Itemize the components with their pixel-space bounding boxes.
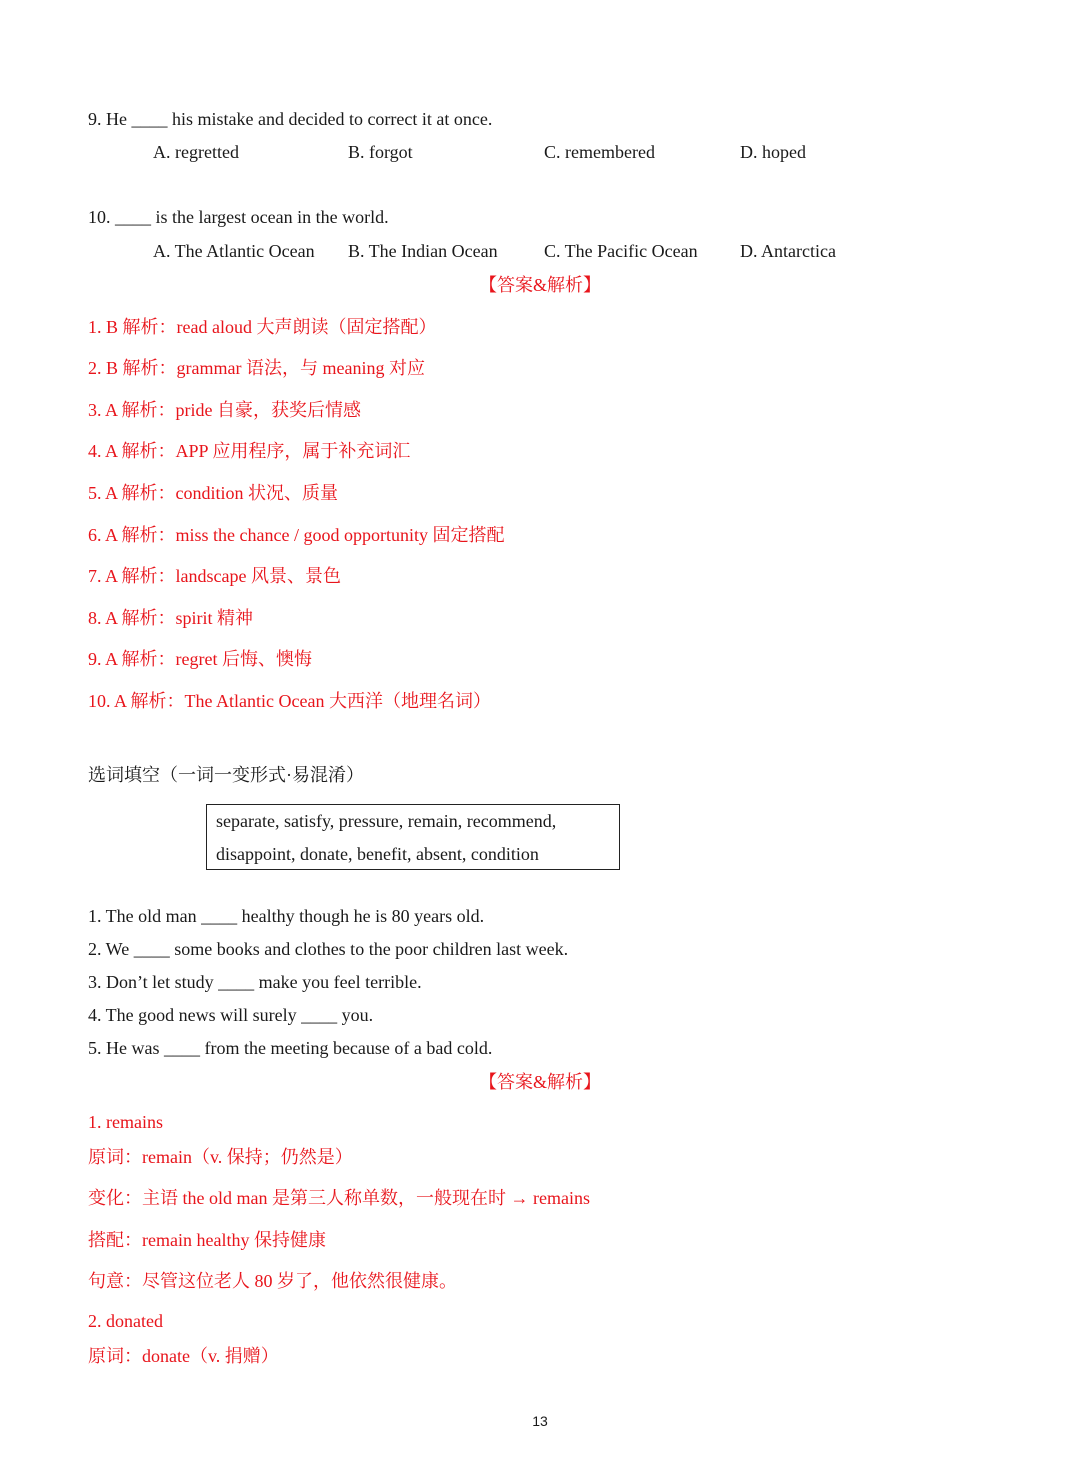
answer-heading: 【答案&解析】 [478,1072,601,1092]
answer-item: 原词：remain（v. 保持；仍然是） [88,1147,353,1167]
question-10-option-d: D. Antarctica [740,241,836,261]
question-10-option-b: B. The Indian Ocean [348,241,498,261]
answer-item: 9. A 解析：regret 后悔、懊悔 [88,649,312,669]
answer-item: 1. B 解析：read aloud 大声朗读（固定搭配） [88,317,437,337]
question-9-option-d: D. hoped [740,142,806,162]
answer-item: 8. A 解析：spirit 精神 [88,608,254,628]
question-9-option-a: A. regretted [153,142,239,162]
fill-question: 5. He was ____ from the meeting because of a bad cold. [88,1038,493,1058]
question-10-option-a: A. The Atlantic Ocean [153,241,315,261]
answer-item: 原词：donate（v. 捐赠） [88,1346,279,1366]
answer-item: 4. A 解析：APP 应用程序，属于补充词汇 [88,441,411,461]
answer-item: 句意：尽管这位老人 80 岁了，他依然很健康。 [88,1271,457,1291]
question-9-stem: 9. He ____ his mistake and decided to correct it at once. [88,109,493,129]
answer-item: 5. A 解析：condition 状况、质量 [88,483,339,503]
page-number: 13 [532,1413,548,1429]
answer-item: 2. B 解析：grammar 语法，与 meaning 对应 [88,358,425,378]
question-9-option-c: C. remembered [544,142,655,162]
answer-item: 6. A 解析：miss the chance / good opportunity 固定搭配 [88,525,505,545]
answer-item: 1. remains [88,1112,163,1132]
answer-item: 3. A 解析：pride 自豪，获奖后情感 [88,400,361,420]
answer-item: 7. A 解析：landscape 风景、景色 [88,566,341,586]
fill-question: 2. We ____ some books and clothes to the poor children last week. [88,939,569,959]
word-bank-box [206,804,620,870]
fill-question: 1. The old man ____ healthy though he is 80 years old. [88,906,485,926]
answer-item: 2. donated [88,1311,163,1331]
question-10-option-c: C. The Pacific Ocean [544,241,698,261]
section-title: 选词填空（一词一变形式·易混淆） [88,765,364,785]
question-10-stem: 10. ____ is the largest ocean in the world. [88,207,389,227]
answer-heading: 【答案&解析】 [478,275,601,295]
answer-item: 变化：主语 the old man 是第三人称单数，一般现在时 → remains [88,1188,590,1208]
fill-question: 4. The good news will surely ____ you. [88,1005,374,1025]
question-9-option-b: B. forgot [348,142,413,162]
word-bank-line: separate, satisfy, pressure, remain, recommend, [216,811,557,831]
word-bank-line: disappoint, donate, benefit, absent, condition [216,844,539,864]
answer-item: 搭配：remain healthy 保持健康 [88,1230,326,1250]
answer-item: 10. A 解析：The Atlantic Ocean 大西洋（地理名词） [88,691,491,711]
fill-question: 3. Don’t let study ____ make you feel terrible. [88,972,422,992]
